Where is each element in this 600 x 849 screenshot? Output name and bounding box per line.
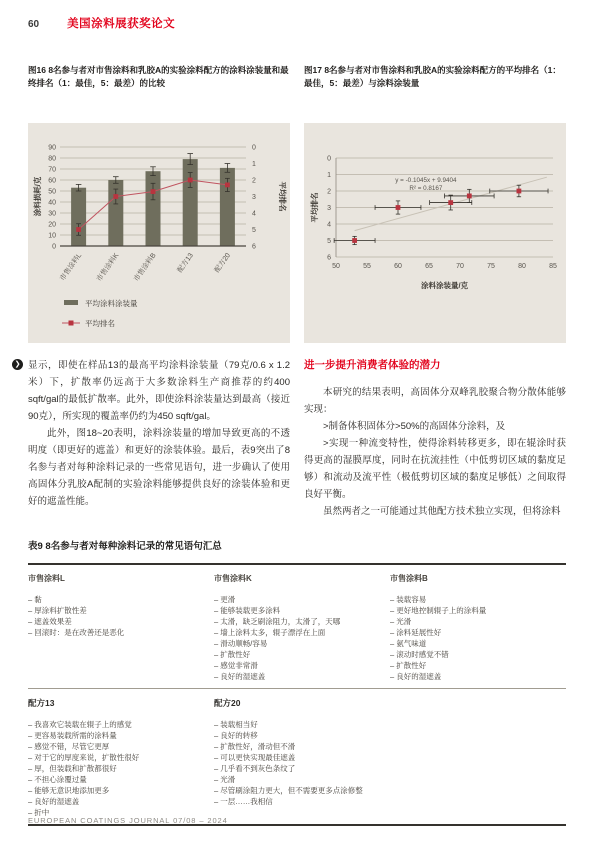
svg-text:平均排名: 平均排名	[278, 181, 287, 212]
table-item: – 墙上涂料太多，辊子漂浮在上面	[214, 627, 380, 638]
table-item: – 能够装载更多涂料	[214, 605, 380, 616]
svg-text:80: 80	[518, 263, 526, 270]
page-number: 60	[28, 19, 40, 30]
svg-text:市售涂料L: 市售涂料L	[59, 252, 84, 283]
comment-list	[214, 719, 380, 807]
svg-text:60: 60	[48, 177, 56, 185]
table-item: – 对于它的厚度来说，扩散性很好	[28, 752, 204, 763]
svg-text:30: 30	[48, 210, 56, 218]
table-item: – 折中	[28, 807, 204, 818]
page-header	[28, 15, 175, 31]
svg-text:80: 80	[48, 155, 56, 163]
svg-text:55: 55	[363, 263, 371, 270]
svg-text:50: 50	[48, 188, 56, 196]
svg-text:涂料涂装量/克: 涂料涂装量/克	[420, 281, 469, 290]
svg-text:70: 70	[48, 166, 56, 174]
svg-text:R² = 0.8167: R² = 0.8167	[409, 184, 443, 192]
continuation-arrow-icon: ❯	[12, 359, 23, 370]
svg-text:60: 60	[394, 263, 402, 270]
svg-text:10: 10	[48, 232, 56, 240]
comment-list	[28, 719, 204, 818]
comment-list	[28, 594, 204, 638]
table-item: – 更好地控制辊子上的涂料量	[390, 605, 556, 616]
table-column-header: 市售涂料B	[390, 574, 428, 583]
figure16-bar-chart	[28, 123, 290, 343]
svg-text:2: 2	[327, 188, 331, 196]
table-column-header: 配方13	[28, 698, 55, 708]
table-item: – 能够无意识地添加更多	[28, 785, 204, 796]
svg-text:配方13: 配方13	[176, 252, 195, 275]
journal-footer: EUROPEAN COATINGS JOURNAL 07/08 – 2024	[28, 816, 228, 825]
table-item: – 更容易装载所需的涂料量	[28, 730, 204, 741]
body-paragraph: 显示，即使在样品13的最高平均涂料涂装量（79克/0.6 x 1.2米）下，扩散率仍远高于大多数涂料生产商推荐的约400 sqft/gal的最低扩散率。此外，即使涂料涂装量达到最高（接近90克），所实现的覆盖率仍约为450 sqft/gal。	[28, 360, 290, 422]
svg-text:6: 6	[252, 243, 256, 251]
table-item: – 良好的湿遮盖	[390, 671, 556, 682]
table-item: – 感觉不错，尽管它更厚	[28, 741, 204, 752]
table-item: – 装载容易	[390, 594, 556, 605]
table-cell	[214, 689, 390, 824]
table-item: – 厚，但装载和扩散都很好	[28, 763, 204, 774]
svg-text:涂料损耗/克: 涂料损耗/克	[33, 176, 42, 217]
table-item: – 滚动时感觉不错	[390, 649, 556, 660]
svg-text:85: 85	[549, 263, 557, 270]
table-item: – 不担心涂覆过量	[28, 774, 204, 785]
table-item: – 黏	[28, 594, 204, 605]
svg-text:3: 3	[327, 205, 331, 212]
table-item: – 可以更快实现最佳遮盖	[214, 752, 380, 763]
svg-text:5: 5	[327, 238, 331, 245]
svg-text:50: 50	[332, 263, 340, 270]
svg-text:y = -0.1045x + 9.9404: y = -0.1045x + 9.9404	[395, 176, 457, 184]
svg-text:配方20: 配方20	[213, 252, 233, 275]
svg-text:90: 90	[48, 144, 56, 152]
table-item: – 良好的湿遮盖	[214, 671, 380, 682]
table-cell	[28, 565, 214, 688]
figure17-scatter-chart	[304, 123, 566, 343]
article-right-column	[304, 357, 566, 520]
bullet-paragraph: >实现一种流变特性，使得涂料转移更多，即在辊涂时获得更高的湿膜厚度，同时在抗流挂性（中低剪切区域的黏度足够）和流动及流平性（极低剪切区域的黏度足够低）之间取得良好平衡。	[304, 438, 566, 500]
table-item: – 感觉非常滑	[214, 660, 380, 671]
body-paragraph: 本研究的结果表明，高固体分双峰乳胶聚合物分散体能够实现：	[304, 387, 566, 415]
comment-list	[390, 594, 556, 682]
table-item: – 厚涂料扩散性差	[28, 605, 204, 616]
table-item: – 扩散性好	[214, 649, 380, 660]
svg-text:平均涂料涂装量: 平均涂料涂装量	[85, 299, 138, 308]
table9-title: 表9 8名参与者对每种涂料记录的常见语句汇总	[28, 541, 222, 552]
two-column-layout	[14, 64, 566, 520]
svg-text:平均排名: 平均排名	[85, 319, 115, 328]
table-item: – 光滑	[390, 616, 556, 627]
svg-text:1: 1	[252, 161, 256, 168]
table-item: – 扩散性好	[390, 660, 556, 671]
table-item: – 装载相当好	[214, 719, 380, 730]
table-item: – 一层……我相信	[214, 796, 380, 807]
svg-text:市售涂料K: 市售涂料K	[95, 252, 121, 283]
svg-text:5: 5	[252, 227, 256, 234]
svg-text:6: 6	[327, 254, 331, 262]
table-item: – 我喜欢它装载在辊子上的感觉	[28, 719, 204, 730]
table-item: – 光滑	[214, 774, 380, 785]
table-item: – 氨气味道	[390, 638, 556, 649]
table-cell	[390, 689, 566, 824]
section-title: 美国涂料展获奖论文	[67, 18, 176, 30]
table-item: – 良好的湿遮盖	[28, 796, 204, 807]
table9-commercial-row	[28, 565, 566, 688]
svg-text:市售涂料B: 市售涂料B	[133, 252, 158, 283]
figure16-block	[28, 64, 290, 343]
svg-text:0: 0	[327, 155, 331, 163]
svg-text:3: 3	[252, 194, 256, 201]
svg-text:70: 70	[456, 263, 464, 270]
svg-text:0: 0	[252, 144, 256, 152]
svg-text:40: 40	[48, 199, 56, 207]
table-item: – 涂料延展性好	[390, 627, 556, 638]
table-item: – 扩散性好，滑动但不滑	[214, 741, 380, 752]
table-column-header: 配方20	[214, 698, 241, 708]
table-item: – 遮盖效果差	[28, 616, 204, 627]
figure17-caption: 图17 8名参与者对市售涂料和乳胶A的实验涂料配方的平均排名（1：最佳，5：最差）与涂料涂装量	[304, 65, 561, 88]
svg-text:4: 4	[252, 210, 256, 218]
svg-text:2: 2	[252, 177, 256, 185]
svg-text:75: 75	[487, 263, 495, 270]
table-item: – 太滑，缺乏刷涂阻力，太滑了，天哪	[214, 616, 380, 627]
subsection-heading: 进一步提升消费者体验的潜力	[304, 359, 441, 371]
comment-list	[214, 594, 380, 682]
lead-paragraph-wrap	[14, 357, 290, 425]
table-item: – 更滑	[214, 594, 380, 605]
table9-formula-row	[28, 689, 566, 824]
table-cell	[390, 565, 566, 688]
svg-text:0: 0	[52, 243, 56, 251]
svg-text:65: 65	[425, 263, 433, 270]
svg-text:20: 20	[48, 221, 56, 229]
table-item: – 回滚时：是在改善还是恶化	[28, 627, 204, 638]
table9	[28, 538, 566, 826]
body-paragraph: 此外，图18~20表明，涂料涂装量的增加导致更高的不透明度（即更好的遮盖）和更好的涂装体验。最后，表9突出了8名参与者对每种涂料记录的一些常见语句，进一步确认了使用高固体分乳胶A配制的实验涂料能够提供良好的涂装体验和更好的遮盖性能。	[28, 428, 290, 507]
table-item: – 滑动顺畅/容易	[214, 638, 380, 649]
article-left-column	[14, 357, 290, 520]
table-cell	[214, 565, 390, 688]
table-item: – 尽管刷涂阻力更大，但不需要更多点涂修整	[214, 785, 380, 796]
table-column-header: 市售涂料K	[214, 574, 252, 583]
table-item: – 几乎看不到灰色条纹了	[214, 763, 380, 774]
table-column-header: 市售涂料L	[28, 574, 65, 583]
svg-text:平均排名: 平均排名	[310, 192, 319, 223]
figure16-caption: 图16 8名参与者对市售涂料和乳胶A的实验涂料配方的涂料涂装量和最终排名（1：最佳，5：最差）的比较	[28, 65, 289, 88]
table-item: – 良好的转移	[214, 730, 380, 741]
svg-text:4: 4	[327, 221, 331, 229]
body-paragraph: 虽然两者之一可能通过其他配方技术独立实现，但将涂料	[323, 506, 561, 517]
table-cell	[28, 689, 214, 824]
figure17-block	[304, 64, 566, 343]
svg-text:1: 1	[327, 172, 331, 179]
bullet-paragraph: >制备体积固体分>50%的高固体分涂料，及	[323, 421, 506, 432]
